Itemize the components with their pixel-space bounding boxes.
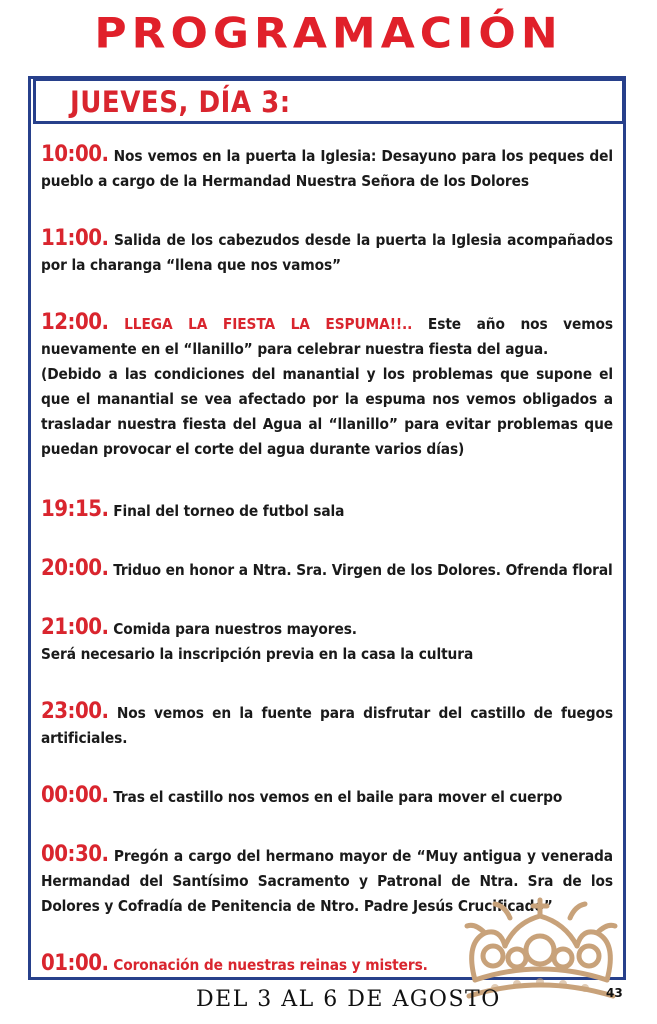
footer-dates: DEL 3 AL 6 DE AGOSTO (196, 987, 501, 1012)
schedule-text: Comida para nuestros mayores. (113, 620, 357, 638)
schedule-text: Coronación de nuestras reinas y misters. (113, 956, 428, 974)
schedule-item (41, 142, 613, 194)
schedule-note: Será necesario la inscripción previa en la casa la cultura (41, 645, 474, 663)
schedule-item (41, 310, 613, 462)
schedule-text: Triduo en honor a Ntra. Sra. Virgen de los Dolores. Ofrenda floral (113, 561, 613, 579)
schedule-time: 12:00. (41, 310, 109, 335)
schedule-text: Pregón a cargo del hermano mayor de “Muy antigua y venerada Hermandad del Santísimo Sacramento y Patronal de Ntra. Sra de los Dolores y Cofradía de Penitencia de Ntro. Padre Jesús Crucificado” (41, 847, 613, 915)
schedule-item (41, 699, 613, 751)
day-header-box (33, 78, 625, 124)
schedule-list (41, 142, 613, 978)
schedule-item (41, 783, 613, 810)
schedule-text: Nos vemos en la fuente para disfrutar del castillo de fuegos artificiales. (41, 704, 613, 747)
schedule-text: Nos vemos en la puerta la Iglesia: Desayuno para los peques del pueblo a cargo de la Hermandad Nuestra Señora de los Dolores (41, 147, 613, 190)
day-title: JUEVES, DÍA 3: (70, 85, 291, 119)
schedule-time: 19:15. (41, 497, 109, 522)
schedule-time: 21:00. (41, 615, 109, 640)
schedule-item (41, 497, 613, 524)
schedule-item (41, 615, 613, 667)
schedule-highlight: LLEGA LA FIESTA LA ESPUMA!!.. (124, 315, 413, 333)
schedule-time: 01:00. (41, 951, 109, 976)
schedule-item (41, 226, 613, 278)
schedule-time: 11:00. (41, 226, 109, 251)
schedule-time: 00:30. (41, 842, 109, 867)
schedule-text: Final del torneo de futbol sala (113, 502, 345, 520)
schedule-text: Salida de los cabezudos desde la puerta la Iglesia acompañados por la charanga “llena que nos vamos” (41, 231, 613, 274)
schedule-item (41, 556, 613, 583)
page-title: PROGRAMACIÓN (94, 9, 563, 58)
page-number: 43 (606, 986, 623, 1000)
schedule-time: 23:00. (41, 699, 109, 724)
schedule-time: 10:00. (41, 142, 109, 167)
schedule-text: Este año nos vemos nuevamente en el “llanillo” para celebrar nuestra fiesta del agua. (41, 315, 613, 358)
schedule-note: (Debido a las condiciones del manantial y los problemas que supone el que el manantial se vea afectado por la espuma nos vemos obligados a trasladar nuestra fiesta del Agua al “llanillo” para evitar problemas que puedan provocar el corte del agua durante varios días) (41, 365, 613, 458)
schedule-time: 00:00. (41, 783, 109, 808)
schedule-text: Tras el castillo nos vemos en el baile para mover el cuerpo (113, 788, 563, 806)
schedule-time: 20:00. (41, 556, 109, 581)
